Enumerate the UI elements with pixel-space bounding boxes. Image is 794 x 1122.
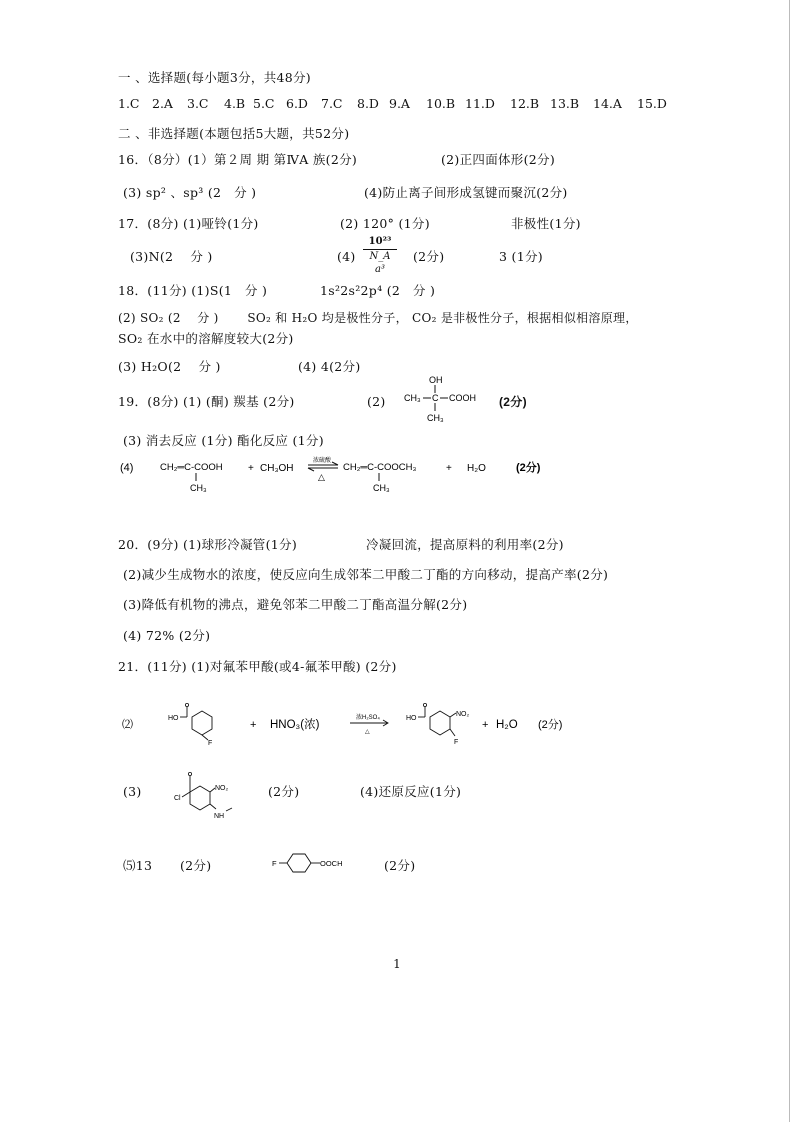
answer-14: 14.A [593,96,622,111]
esterification-equation [118,454,598,496]
hydroxy-acid-structure [400,372,496,426]
eq21-plus2: + [482,719,489,731]
eq19-heat: △ [318,472,325,482]
eq19-reactant2: CH₃OH [260,463,294,474]
q18-line1-b: 1s²2s²2p⁴ (2 分 ) [320,283,436,298]
eq21-plus1: + [250,719,257,731]
q18-line2: (2) SO₂ (2 分 ) SO₂ 和 H₂O 均是极性分子， CO₂ 是非极性分子，根据相似相溶原理， [118,311,638,325]
q20-line1-b: 冷凝回流，提高原料的利用率(2分) [366,537,564,552]
eq19-reactant1: CH₂═C-COOH [160,462,223,473]
eq21-label: ⑵ [122,719,133,731]
ac-bond-nh [210,804,216,809]
ac-bond-cl [182,792,190,797]
q19-line2: (3) 消去反应 (1分) 酯化反应 (1分) [123,433,324,448]
eq21-score: (2分) [538,719,563,731]
eq21-f-label: F [208,740,213,747]
page-edge [789,0,790,1122]
q18-line3: SO₂ 在水中的溶解度较大(2分) [118,331,294,346]
q17-line1-a: 17．(8分) (1)哑铃(1分) [118,216,259,231]
struct-ch3-left-label: CH₃ [404,393,421,403]
answer-13: 13.B [550,96,580,111]
q17-line2-b: (4) [337,249,356,264]
ac-nh-label: NH [214,813,225,820]
ac-no2-label: NO₂ [215,785,229,792]
nitration-equation [118,694,618,754]
answer-2: 2.A [152,96,173,111]
answer-1: 1.C [118,96,140,111]
q20-line3: (3)降低有机物的沸点，避免邻苯二甲酸二丁酯高温分解(2分) [123,597,468,612]
eq21-benzene-ring-2 [430,711,450,735]
eq21-condition: 浓H₂SO₄ [356,715,380,721]
q20-line1-a: 20．(9分) (1)球形冷凝管(1分) [118,537,297,552]
eq19-product1-ch3: CH₃ [373,483,390,493]
q18-line4-b: (4) 4(2分) [298,359,361,374]
page-number: 1 [393,957,401,971]
q16-line1-b: (2)正四面体形(2分) [441,152,556,167]
q19-line1-b: (2) [367,394,386,409]
section1-title: 一 、选择题(每小题3分，共48分) [118,70,311,85]
q17-line2-a: (3)N(2 分 ) [130,249,213,264]
answer-6: 6.D [286,96,308,111]
q21-part4: (4)还原反应(1分) [360,784,462,799]
eq19-plus1: + [248,463,254,474]
eq21-no2-label: NO₂ [456,711,470,718]
ac-bond-methyl [226,808,232,811]
q17-line1-c: 非极性(1分) [511,216,581,231]
ff-f-label: F [272,859,277,868]
q21-part5-score1: (2分) [180,858,212,873]
answer-15: 15.D [637,96,667,111]
ff-benzene-ring [287,854,311,872]
q17-line1-b: (2) 120° (1分) [340,216,430,231]
eq21-heat: △ [365,729,370,735]
eq21-product-f-label: F [454,739,459,746]
answer-3: 3.C [187,96,209,111]
answer-11: 11.D [465,96,495,111]
q18-line4-a: (3) H₂O(2 分 ) [118,359,221,374]
struct-center-c-label: C [432,393,439,403]
eq19-condition: 浓硫酸 [313,458,332,464]
q18-line1-a: 18．(11分) (1)S(1 分 ) [118,283,268,298]
ac-cl-label: Cl [174,795,181,802]
eq21-h2o: H₂O [496,719,518,731]
q16-line1-a: 16．（8分）(1）第２周 期 第ⅣA 族(2分) [118,152,358,167]
q21-part5-score2: (2分) [384,858,416,873]
ac-carbonyl-o [188,772,191,775]
eq21-product-carbonyl-o [423,703,426,706]
q16-line2-a: (3) sp² 、sp³ (2 分 ) [123,185,257,200]
eq19-product1: CH₂═C-COOCH₃ [343,462,417,473]
answer-4: 4.B [224,96,246,111]
struct-oh-label: OH [429,375,443,385]
answer-8: 8.D [357,96,379,111]
eq21-carbonyl-o [185,703,188,706]
q17-line2-d: 3 (1分) [499,249,543,264]
q16-line2-b: (4)防止离子间形成氢键而聚沉(2分) [364,185,568,200]
ac-benzene-ring [190,786,210,810]
struct-cooh-label: COOH [449,393,476,403]
eq21-hno3: HNO₃(浓) [270,719,320,731]
eq19-plus2: + [446,463,452,474]
struct-ch3-bottom-label: CH₃ [427,413,444,423]
answer-9: 9.A [389,96,410,111]
eq21-ho-label: HO [168,715,179,722]
eq19-product2: H₂O [467,463,486,474]
q21-part3-score: (2分) [268,784,300,799]
fraction-denominator: N_A a³ [369,251,391,275]
density-fraction [363,236,397,276]
q19-line1-a: 19．(8分) (1) (酮) 羰基 (2分) [118,394,295,409]
eq19-reactant1-ch3: CH₃ [190,483,207,493]
fluorophenyl-formate-structure [270,850,360,876]
answer-12: 12.B [510,96,540,111]
eq21-benzene-ring-1 [192,711,212,735]
mcq-answer-row [118,96,678,112]
section2-title: 二 、非选择题(本题包括5大题，共52分) [118,126,350,141]
answer-10: 10.B [426,96,456,111]
q19-line1-c: (2分) [499,395,527,409]
q21-part5-label: ⑸13 [123,858,153,873]
eq19-score: (2分) [516,462,541,474]
eq19-label: (4) [120,462,134,474]
q20-line4: (4) 72% (2分) [123,628,211,643]
q20-line2: (2)减少生成物水的浓度，使反应向生成邻苯二甲酸二丁酯的方向移动，提高产率(2分) [123,567,609,582]
q21-line1: 21．(11分) (1)对氟苯甲酸(或4-氟苯甲酸) (2分) [118,659,397,674]
answer-5: 5.C [253,96,275,111]
fraction-numerator: 10²³ [363,236,397,250]
acyl-chloride-structure [170,768,246,822]
ff-group-label: OOCH [320,859,343,868]
answer-7: 7.C [321,96,343,111]
eq21-product-bond-f [450,729,455,736]
eq21-product-ho-label: HO [406,715,417,722]
q17-line2-c: (2分) [413,249,445,264]
q21-part3-label: (3) [123,784,142,799]
